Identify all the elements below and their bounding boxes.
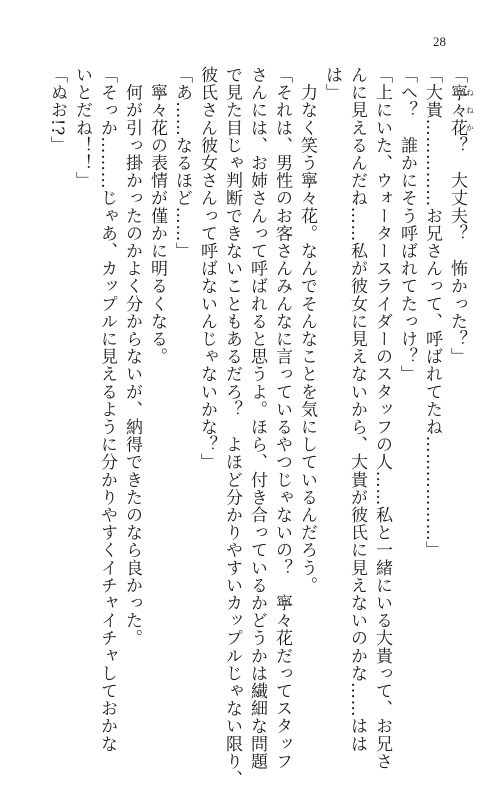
name-ruby bbox=[447, 83, 475, 137]
page-number: 28 bbox=[433, 34, 446, 49]
text-line-10: で見た目じゃ判断できないこともあるだろ？ よほど分かりやすいカップルじゃない限り、 bbox=[222, 66, 242, 788]
text-line-1 bbox=[444, 66, 474, 666]
text-line-2: 「大貴……………お兄さんって、呼ばれてたね………………」 bbox=[422, 66, 442, 559]
text-line-7: 力なく笑う寧々花。なんでそんなことを気にしているんだろう。 bbox=[297, 66, 317, 594]
text-line-16: いとだね！！」 bbox=[72, 66, 92, 190]
body-text bbox=[24, 66, 475, 788]
text-line-3: 「へ？ 誰かにそう呼ばれてたっけ？」 bbox=[397, 66, 417, 383]
text-line-13: 寧々花の表情が僅かに明るくなる。 bbox=[147, 66, 167, 366]
text-line-11: 彼氏さん彼女さんって呼ばないんじゃないかな？」 bbox=[197, 66, 217, 471]
ruby-base: 寧々花 bbox=[447, 83, 467, 137]
text-line-12: 「あ……なるほど……」 bbox=[172, 66, 192, 260]
ruby-reading: ねねか bbox=[465, 83, 475, 137]
text-line-4: 「上にいた、ウォータースライダーのスタッフの人……私と一緒にいる大貴って、お兄さ bbox=[372, 66, 392, 770]
line-1-suffix: ？ 大丈夫？ 怖かった？」 bbox=[447, 136, 467, 366]
text-line-14: 何が引っ掛かったのかよく分からないが、納得できたのなら良かった。 bbox=[122, 66, 142, 647]
text-line-9: さんには、お姉さんって呼ばれると思うよ。ほら、付き合っているかどうかは繊細な問題 bbox=[247, 66, 267, 770]
text-line-6: は」 bbox=[322, 66, 342, 102]
text-line-8: 「それは、男性のお客さんみんなに言っているやつじゃないの？ 寧々花だってスタッフ bbox=[272, 66, 292, 770]
text-line-17: 「ぬお!?」 bbox=[47, 66, 67, 154]
line-1-prefix: 「 bbox=[447, 66, 467, 84]
text-line-15: 「そっか………じゃあ、カップルに見えるように分かりやすくイチャイチャしておかな bbox=[97, 66, 117, 753]
text-line-5: んに見えるんだね……私が彼女に見えないから、大貴が彼氏に見えないのかな……はは bbox=[347, 66, 367, 753]
